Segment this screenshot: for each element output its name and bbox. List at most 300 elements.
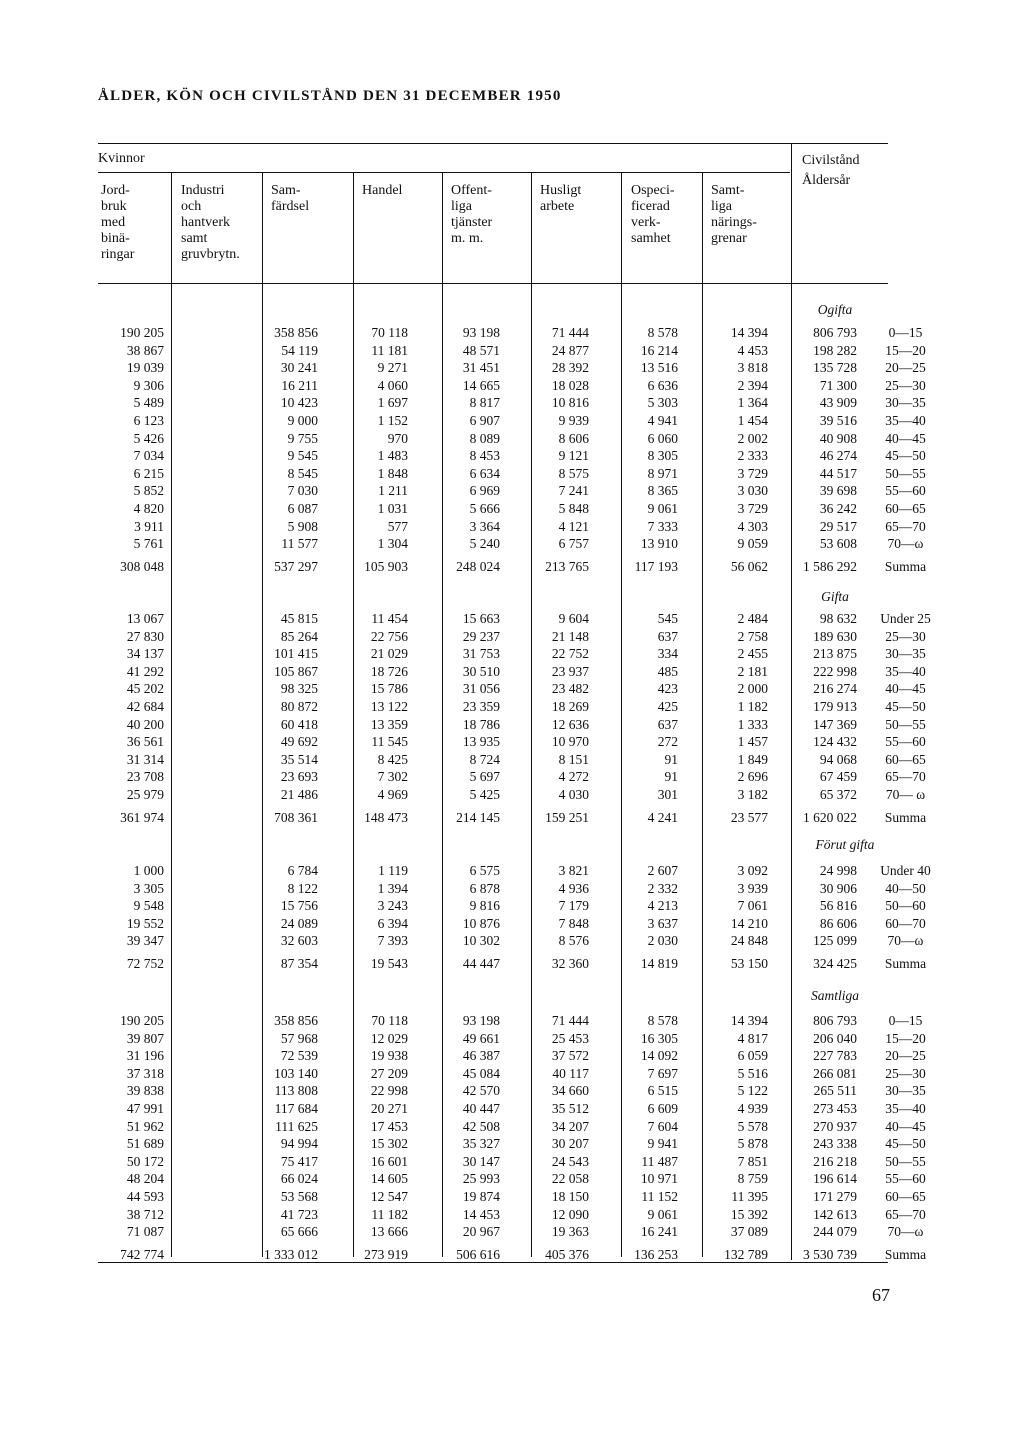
- table-row: [100, 1012, 954, 1030]
- table-cell: 4 121: [558, 518, 589, 534]
- table-cell: 7 697: [647, 1065, 678, 1081]
- table-cell: 27 209: [370, 1065, 408, 1081]
- table-cell: 40 447: [462, 1100, 500, 1116]
- table-cell: 265 511: [813, 1083, 857, 1099]
- table-cell: 36 242: [819, 500, 857, 516]
- table-cell: 71 087: [126, 1224, 164, 1240]
- table-cell: 708 361: [274, 809, 318, 825]
- table-cell: 1 152: [377, 412, 408, 428]
- table-cell: 537 297: [274, 558, 318, 574]
- table-cell: 3 729: [737, 465, 768, 481]
- table-cell: 6 215: [133, 465, 164, 481]
- table-cell: 8 724: [469, 751, 500, 767]
- age-range-cell: 50—60: [885, 898, 926, 914]
- table-cell: 11 545: [371, 734, 408, 750]
- table-cell: 53 150: [730, 955, 768, 971]
- table-cell: 132 789: [724, 1246, 768, 1262]
- table-row: [100, 716, 954, 734]
- age-range-cell: Under 40: [880, 863, 931, 878]
- table-cell: 65 666: [280, 1224, 318, 1240]
- table-cell: 30 510: [462, 663, 500, 679]
- table-cell: 3 092: [737, 863, 768, 878]
- table-cell: 5 578: [737, 1118, 768, 1134]
- table-cell: 30 147: [462, 1153, 500, 1169]
- table-cell: 60 418: [280, 716, 318, 732]
- table-cell: 3 530 739: [803, 1246, 857, 1262]
- table-cell: 6 515: [647, 1083, 678, 1099]
- table-cell: 423: [657, 681, 678, 697]
- table-cell: 6 636: [647, 377, 678, 393]
- table-cell: 9 000: [287, 412, 318, 428]
- table-cell: 25 979: [126, 786, 164, 802]
- table-row: [100, 786, 954, 804]
- table-cell: 3 911: [134, 518, 164, 534]
- group-label: Kvinnor: [98, 151, 145, 166]
- table-cell: 9 941: [647, 1136, 678, 1152]
- group-rule: [98, 172, 790, 173]
- table-cell: 2 030: [647, 933, 678, 949]
- table-row: [100, 430, 954, 448]
- table-cell: 5 122: [737, 1083, 768, 1099]
- table-cell: 637: [657, 716, 678, 732]
- table-cell: 14 092: [640, 1048, 678, 1064]
- table-cell: 2 758: [737, 628, 768, 644]
- table-cell: 1 119: [378, 863, 408, 878]
- table-cell: 32 360: [551, 955, 589, 971]
- table-cell: 4 936: [558, 880, 589, 896]
- table-cell: 8 365: [647, 483, 678, 499]
- column-header-offentliga: Offent- liga tjänster m. m.: [451, 183, 493, 246]
- table-cell: 66 024: [280, 1171, 318, 1187]
- table-cell: 14 394: [730, 1013, 768, 1028]
- table-cell: 41 723: [280, 1206, 318, 1222]
- age-range-cell: 0—15: [888, 325, 923, 340]
- table-cell: 37 089: [730, 1224, 768, 1240]
- table-cell: 227 783: [813, 1048, 857, 1064]
- table-cell: 6 394: [377, 915, 408, 931]
- table-cell: 4 272: [558, 769, 589, 785]
- table-cell: 1 483: [377, 448, 408, 464]
- table-row: [100, 628, 954, 646]
- table-cell: 10 876: [462, 915, 500, 931]
- table-cell: 38 712: [126, 1206, 164, 1222]
- table-cell: 2 696: [737, 769, 768, 785]
- table-cell: 577: [387, 518, 408, 534]
- table-cell: 25 453: [551, 1030, 589, 1046]
- table-cell: 24 089: [280, 915, 318, 931]
- table-cell: 4 939: [737, 1100, 768, 1116]
- table-cell: 4 969: [377, 786, 408, 802]
- table-row: [100, 663, 954, 681]
- table-row: [100, 359, 954, 377]
- age-range-cell: 60—65: [885, 1188, 926, 1204]
- table-cell: 23 708: [126, 769, 164, 785]
- age-range-cell: 70—ω: [887, 536, 924, 552]
- age-range-cell: 50—55: [885, 1153, 926, 1169]
- table-cell: 11 181: [371, 342, 408, 358]
- table-cell: 40 908: [819, 430, 857, 446]
- table-cell: 80 872: [280, 698, 318, 714]
- age-range-cell: 15—20: [885, 342, 926, 358]
- table-row: [100, 680, 954, 698]
- table-cell: 70 118: [371, 1013, 408, 1028]
- table-cell: 35 512: [551, 1100, 589, 1116]
- table-cell: 9 271: [377, 360, 408, 376]
- table-cell: 273 453: [813, 1100, 857, 1116]
- table-cell: 806 793: [813, 1013, 857, 1028]
- table-cell: 358 856: [274, 325, 318, 340]
- table-cell: 34 137: [126, 646, 164, 662]
- age-range-cell: 50—55: [885, 465, 926, 481]
- table-cell: 6 784: [287, 863, 318, 878]
- table-cell: 15 302: [370, 1136, 408, 1152]
- section-label-samtliga: Samtliga: [810, 988, 859, 1003]
- table-cell: 23 577: [730, 809, 768, 825]
- header-top-rule: [98, 143, 888, 144]
- age-range-cell: 25—30: [885, 628, 926, 644]
- table-row: [100, 482, 954, 500]
- table-cell: 31 196: [126, 1048, 164, 1064]
- table-cell: 111 625: [275, 1118, 318, 1134]
- table-cell: 2 000: [737, 681, 768, 697]
- table-cell: 24 543: [551, 1153, 589, 1169]
- table-cell: 86 606: [819, 915, 857, 931]
- table-cell: 5 303: [647, 395, 678, 411]
- age-range-cell: 35—40: [885, 663, 926, 679]
- age-range-cell: 30—35: [885, 1083, 926, 1099]
- table-cell: 23 359: [462, 698, 500, 714]
- summary-row: [100, 553, 954, 576]
- table-row: [100, 412, 954, 430]
- table-cell: 425: [657, 698, 678, 714]
- age-range-cell: 40—45: [885, 681, 926, 697]
- table-cell: 11 395: [731, 1188, 768, 1204]
- table-cell: 1 457: [737, 734, 768, 750]
- table-cell: 5 908: [287, 518, 318, 534]
- table-cell: 6 634: [469, 465, 500, 481]
- table-cell: 1 000: [133, 863, 164, 878]
- table-cell: 15 392: [730, 1206, 768, 1222]
- table-cell: 41 292: [126, 663, 164, 679]
- table-cell: 190 205: [120, 325, 164, 340]
- table-cell: 23 482: [551, 681, 589, 697]
- table-cell: 14 665: [462, 377, 500, 393]
- table-cell: 3 182: [737, 786, 768, 802]
- table-row: [100, 1223, 954, 1241]
- age-range-cell: 40—50: [885, 880, 926, 896]
- table-cell: 8 305: [647, 448, 678, 464]
- table-cell: 10 970: [551, 734, 589, 750]
- table-cell: 8 576: [558, 933, 589, 949]
- table-cell: 35 327: [462, 1136, 500, 1152]
- table-cell: 29 517: [819, 518, 857, 534]
- table-cell: 43 909: [819, 395, 857, 411]
- table-cell: 21 148: [551, 628, 589, 644]
- age-range-cell: 25—30: [885, 1065, 926, 1081]
- table-cell: 243 338: [813, 1136, 857, 1152]
- table-cell: 7 848: [558, 915, 589, 931]
- table-cell: 8 425: [377, 751, 408, 767]
- table-cell: 44 517: [819, 465, 857, 481]
- table-cell: 1 848: [377, 465, 408, 481]
- table-cell: 22 752: [551, 646, 589, 662]
- table-cell: 8 606: [558, 430, 589, 446]
- table-cell: 31 753: [462, 646, 500, 662]
- column-header-industri: Industri och hantverk samt gruvbrytn.: [181, 183, 240, 262]
- table-cell: 8 578: [647, 1013, 678, 1028]
- table-cell: 44 593: [126, 1188, 164, 1204]
- table-cell: 13 910: [640, 536, 678, 552]
- page-number: 67: [872, 1285, 890, 1305]
- age-range-cell: 65—70: [885, 769, 926, 785]
- table-row: [100, 1188, 954, 1206]
- table-cell: 57 968: [280, 1030, 318, 1046]
- table-cell: 16 601: [370, 1153, 408, 1169]
- table-cell: 98 325: [280, 681, 318, 697]
- table-row: [100, 932, 954, 950]
- table-row: [100, 500, 954, 518]
- age-range-cell: 55—60: [885, 734, 926, 750]
- table-row: [100, 465, 954, 483]
- table-cell: 13 666: [370, 1224, 408, 1240]
- table-cell: 94 994: [280, 1136, 318, 1152]
- table-cell: 34 660: [551, 1083, 589, 1099]
- table-cell: 222 998: [813, 663, 857, 679]
- table-cell: 270 937: [813, 1118, 857, 1134]
- table-cell: 7 034: [133, 448, 164, 464]
- table-cell: 30 241: [280, 360, 318, 376]
- table-cell: 67 459: [819, 769, 857, 785]
- table-cell: 91: [664, 751, 678, 767]
- table-cell: 5 516: [737, 1065, 768, 1081]
- table-cell: 11 577: [281, 536, 318, 552]
- page-title: ÅLDER, KÖN OCH CIVILSTÅND DEN 31 DECEMBER 1950: [98, 88, 562, 104]
- table-cell: 37 318: [126, 1065, 164, 1081]
- table-cell: 1 620 022: [803, 809, 857, 825]
- summa-label: Summa: [884, 1246, 927, 1262]
- table-cell: 6 907: [469, 412, 500, 428]
- table-cell: 5 666: [469, 500, 500, 516]
- table-row: [100, 733, 954, 751]
- table-cell: 7 851: [737, 1153, 768, 1169]
- table-cell: 117 193: [634, 558, 678, 574]
- table-cell: 40 200: [126, 716, 164, 732]
- table-cell: 53 608: [819, 536, 857, 552]
- table-cell: 20 271: [370, 1100, 408, 1116]
- table-cell: 2 333: [737, 448, 768, 464]
- table-cell: 18 028: [551, 377, 589, 393]
- table-cell: 135 728: [813, 360, 857, 376]
- table-cell: 273 919: [364, 1246, 408, 1262]
- table-cell: 358 856: [274, 1013, 318, 1028]
- table-cell: 3 305: [133, 880, 164, 896]
- summa-label: Summa: [884, 809, 927, 825]
- table-cell: 970: [387, 430, 408, 446]
- table-cell: 47 991: [126, 1100, 164, 1116]
- table-row: [100, 768, 954, 786]
- table-cell: 39 807: [126, 1030, 164, 1046]
- table-cell: 16 211: [281, 377, 318, 393]
- table-cell: 1 333 012: [264, 1246, 318, 1262]
- table-cell: 117 684: [274, 1100, 318, 1116]
- table-cell: 11 454: [371, 611, 408, 626]
- section-table-ogifta: [100, 324, 954, 575]
- table-cell: 39 516: [819, 412, 857, 428]
- table-cell: 54 119: [281, 342, 318, 358]
- table-cell: 1 586 292: [803, 558, 857, 574]
- table-cell: 45 084: [462, 1065, 500, 1081]
- table-row: [100, 880, 954, 898]
- table-cell: 98 632: [819, 611, 857, 626]
- table-row: [100, 377, 954, 395]
- table-cell: 2 181: [737, 663, 768, 679]
- table-cell: 6 878: [469, 880, 500, 896]
- table-cell: 1 364: [737, 395, 768, 411]
- age-range-cell: Under 25: [880, 611, 931, 626]
- summa-label: Summa: [884, 558, 927, 574]
- table-row: [100, 1206, 954, 1224]
- table-cell: 10 816: [551, 395, 589, 411]
- table-cell: 48 204: [126, 1171, 164, 1187]
- table-cell: 50 172: [126, 1153, 164, 1169]
- table-cell: 87 354: [280, 955, 318, 971]
- table-cell: 18 150: [551, 1188, 589, 1204]
- table-row: [100, 394, 954, 412]
- table-cell: 11 152: [641, 1188, 678, 1204]
- table-cell: 3 818: [737, 360, 768, 376]
- column-header-civilstand: Civilstånd Åldersår: [802, 153, 860, 188]
- table-cell: 14 453: [462, 1206, 500, 1222]
- table-cell: 13 122: [370, 698, 408, 714]
- table-cell: 12 090: [551, 1206, 589, 1222]
- table-cell: 71 444: [551, 325, 589, 340]
- table-cell: 9 816: [469, 898, 500, 914]
- table-cell: 39 838: [126, 1083, 164, 1099]
- age-range-cell: 50—55: [885, 716, 926, 732]
- table-cell: 213 765: [545, 558, 589, 574]
- table-cell: 48 571: [462, 342, 500, 358]
- table-cell: 42 684: [126, 698, 164, 714]
- table-cell: 148 473: [364, 809, 408, 825]
- age-range-cell: 40—45: [885, 430, 926, 446]
- table-row: [100, 1065, 954, 1083]
- section-table-gifta: [100, 610, 954, 826]
- table-cell: 23 937: [551, 663, 589, 679]
- table-cell: 40 117: [552, 1065, 589, 1081]
- table-cell: 27 830: [126, 628, 164, 644]
- table-cell: 196 614: [813, 1171, 857, 1187]
- table-cell: 8 759: [737, 1171, 768, 1187]
- table-row: [100, 897, 954, 915]
- table-cell: 272: [657, 734, 678, 750]
- table-cell: 4 820: [133, 500, 164, 516]
- table-cell: 206 040: [813, 1030, 857, 1046]
- table-cell: 2 394: [737, 377, 768, 393]
- table-cell: 8 453: [469, 448, 500, 464]
- table-cell: 308 048: [120, 558, 164, 574]
- table-cell: 7 241: [558, 483, 589, 499]
- table-cell: 198 282: [813, 342, 857, 358]
- table-cell: 15 756: [280, 898, 318, 914]
- table-cell: 72 539: [280, 1048, 318, 1064]
- table-row: [100, 447, 954, 465]
- table-cell: 8 151: [558, 751, 589, 767]
- age-range-cell: 20—25: [885, 360, 926, 376]
- table-cell: 30 207: [551, 1136, 589, 1152]
- table-cell: 190 205: [120, 1013, 164, 1028]
- table-cell: 8 578: [647, 325, 678, 340]
- age-range-cell: 30—35: [885, 395, 926, 411]
- table-cell: 14 210: [730, 915, 768, 931]
- table-row: [100, 915, 954, 933]
- table-cell: 45 202: [126, 681, 164, 697]
- table-cell: 16 214: [640, 342, 678, 358]
- table-cell: 38 867: [126, 342, 164, 358]
- table-cell: 7 179: [558, 898, 589, 914]
- table-cell: 334: [657, 646, 678, 662]
- table-cell: 46 387: [462, 1048, 500, 1064]
- table-cell: 9 306: [133, 377, 164, 393]
- column-header-samfardsel: Sam- färdsel: [271, 183, 310, 214]
- table-cell: 2 332: [647, 880, 678, 896]
- table-cell: 5 761: [133, 536, 164, 552]
- table-cell: 301: [657, 786, 678, 802]
- table-cell: 6 087: [287, 500, 318, 516]
- section-label-forut-gifta: Förut gifta: [815, 837, 875, 852]
- header-bottom-rule: [98, 283, 888, 284]
- table-row: [100, 862, 954, 880]
- table-cell: 93 198: [462, 1013, 500, 1028]
- table-cell: 39 698: [819, 483, 857, 499]
- table-cell: 9 121: [558, 448, 589, 464]
- table-cell: 6 060: [647, 430, 678, 446]
- table-cell: 7 061: [737, 898, 768, 914]
- table-cell: 124 432: [813, 734, 857, 750]
- table-cell: 506 616: [456, 1246, 500, 1262]
- table-row: [100, 751, 954, 769]
- table-cell: 35 514: [280, 751, 318, 767]
- table-cell: 5 489: [133, 395, 164, 411]
- age-range-cell: 35—40: [885, 412, 926, 428]
- table-cell: 12 029: [370, 1030, 408, 1046]
- table-cell: 1 394: [377, 880, 408, 896]
- table-cell: 545: [657, 611, 678, 626]
- table-cell: 1 031: [377, 500, 408, 516]
- table-cell: 125 099: [813, 933, 857, 949]
- table-row: [100, 610, 954, 628]
- table-cell: 1 697: [377, 395, 408, 411]
- table-cell: 8 817: [469, 395, 500, 411]
- age-range-cell: 40—45: [885, 1118, 926, 1134]
- table-cell: 4 303: [737, 518, 768, 534]
- table-cell: 39 347: [126, 933, 164, 949]
- table-cell: 7 604: [647, 1118, 678, 1134]
- table-cell: 136 253: [634, 1246, 678, 1262]
- table-cell: 9 939: [558, 412, 589, 428]
- table-cell: 51 689: [126, 1136, 164, 1152]
- table-cell: 244 079: [813, 1224, 857, 1240]
- table-cell: 85 264: [280, 628, 318, 644]
- table-cell: 4 060: [377, 377, 408, 393]
- table-cell: 105 903: [364, 558, 408, 574]
- table-cell: 19 543: [370, 955, 408, 971]
- age-range-cell: 60—65: [885, 500, 926, 516]
- table-cell: 9 061: [647, 500, 678, 516]
- table-cell: 142 613: [813, 1206, 857, 1222]
- table-cell: 19 039: [126, 360, 164, 376]
- table-row: [100, 518, 954, 536]
- table-cell: 1 182: [737, 698, 768, 714]
